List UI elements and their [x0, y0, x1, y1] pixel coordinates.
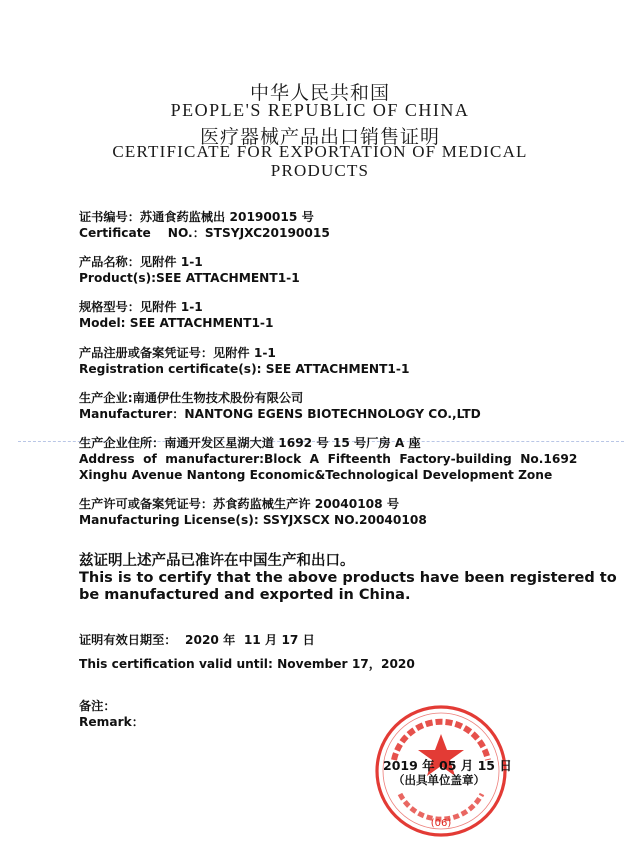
product-en: Product(s):SEE ATTACHMENT1-1: [79, 271, 300, 285]
remark-cn: 备注：: [79, 699, 116, 713]
issuer-seal-label: （出具单位盖章）: [393, 773, 485, 787]
manufacturing-license: [79, 496, 427, 528]
license-en: Manufacturing License(s): SSYJXSCX NO.20040108: [79, 513, 427, 527]
remark: [79, 698, 144, 730]
model: [79, 299, 273, 331]
validity-cn: 证明有效日期至： 2020 年 11 月 17 日: [79, 633, 315, 647]
header-title-en: PEOPLE'S REPUBLIC OF CHINA: [170, 100, 470, 120]
certificate-number: [79, 209, 330, 241]
product-name: [79, 254, 300, 286]
seal-arc-text-bottom: [400, 794, 482, 819]
registration-cn: 产品注册或备案凭证号：见附件 1-1: [79, 346, 276, 360]
header-subtitle-cn: 医疗器械产品出口销售证明: [199, 127, 440, 148]
remark-en: Remark：: [79, 715, 144, 729]
subtitle-en-line1: CERTIFICATE FOR EXPORTATION OF MEDICAL: [112, 142, 528, 161]
header-subtitle-en: [0, 142, 640, 180]
manufacturer-address: [79, 435, 577, 483]
statement-en-line1: This is to certify that the above products have been registered to: [79, 570, 617, 586]
address-cn: 生产企业住所：南通开发区星湖大道 1692 号 15 号厂房 A 座: [79, 436, 421, 450]
validity-en: This certification valid until: November 17，2020: [79, 657, 415, 671]
manufacturer-cn: 生产企业:南通伊仕生物技术股份有限公司: [79, 391, 304, 405]
license-cn: 生产许可或备案凭证号：苏食药监械生产许 20040108 号: [79, 497, 400, 511]
certificate-cn: 证书编号：苏通食药监械出 20190015 号: [79, 210, 314, 224]
statement-cn: 兹证明上述产品已准许在中国生产和出口。: [79, 553, 355, 569]
address-en-line2: Xinghu Avenue Nantong Economic&Technological Development Zone: [79, 468, 553, 482]
header-title-cn: 中华人民共和国: [249, 83, 390, 104]
subtitle-en-line2: PRODUCTS: [270, 161, 370, 180]
product-cn: 产品名称：见附件 1-1: [79, 255, 203, 269]
registration: [79, 345, 409, 377]
seal-number: (06): [430, 818, 452, 829]
issue-date: 2019 年 05 月 15 日: [383, 758, 512, 773]
statement-en-line2: be manufactured and exported in China.: [79, 587, 411, 603]
address-en-line1: Address of manufacturer:Block A Fifteenth Factory-building No.1692: [79, 452, 578, 466]
registration-en: Registration certificate(s): SEE ATTACHMENT1-1: [79, 362, 410, 376]
manufacturer-en: Manufacturer：NANTONG EGENS BIOTECHNOLOGY CO.,LTD: [79, 407, 481, 421]
certificate-en: Certificate NO.：STSYJXC20190015: [79, 226, 330, 240]
model-en: Model: SEE ATTACHMENT1-1: [79, 316, 274, 330]
certification-statement: [79, 553, 617, 604]
manufacturer: [79, 390, 481, 422]
model-cn: 规格型号：见附件 1-1: [79, 300, 203, 314]
